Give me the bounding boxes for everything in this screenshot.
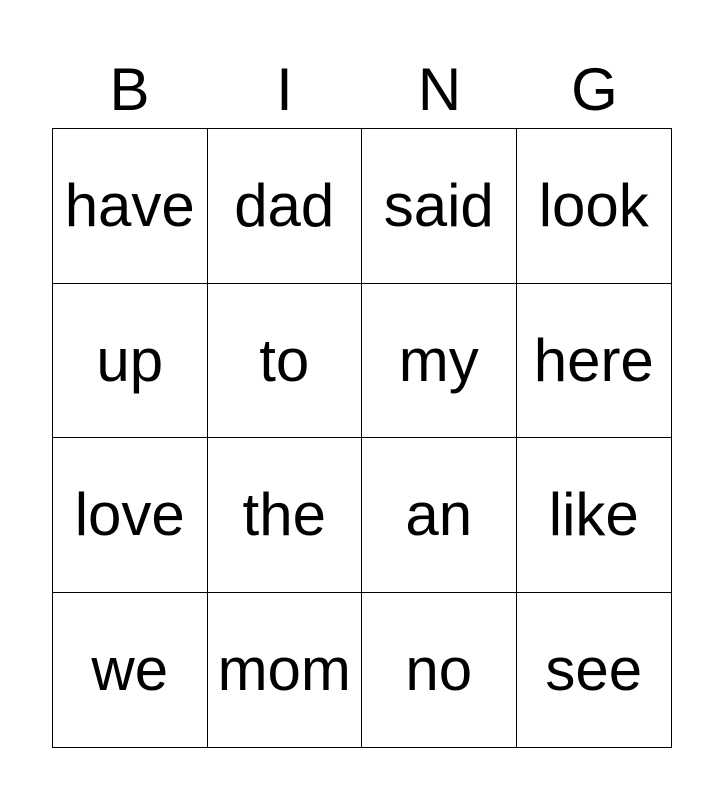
header-letter-i: I bbox=[276, 56, 293, 123]
bingo-cell: to bbox=[208, 284, 363, 439]
header-letter-n: N bbox=[417, 56, 462, 123]
bingo-cell: up bbox=[53, 284, 208, 439]
bingo-cell: here bbox=[517, 284, 672, 439]
bingo-cell: said bbox=[362, 129, 517, 284]
bingo-cell: mom bbox=[208, 593, 363, 748]
bingo-header bbox=[52, 52, 672, 128]
bingo-cell: look bbox=[517, 129, 672, 284]
bingo-cell: we bbox=[53, 593, 208, 748]
bingo-cell: love bbox=[53, 438, 208, 593]
bingo-cell: my bbox=[362, 284, 517, 439]
bingo-cell: see bbox=[545, 636, 643, 704]
bingo-card-grid bbox=[52, 128, 672, 748]
bingo-cell: the bbox=[208, 438, 363, 593]
header-letter-b: B bbox=[109, 56, 150, 123]
bingo-cell: dad bbox=[208, 129, 363, 284]
bingo-cell: an bbox=[362, 438, 517, 593]
bingo-cell: like bbox=[517, 438, 672, 593]
bingo-cell: no bbox=[362, 593, 517, 748]
header-letter-g: G bbox=[571, 56, 618, 123]
bingo-cell: have bbox=[53, 129, 208, 284]
